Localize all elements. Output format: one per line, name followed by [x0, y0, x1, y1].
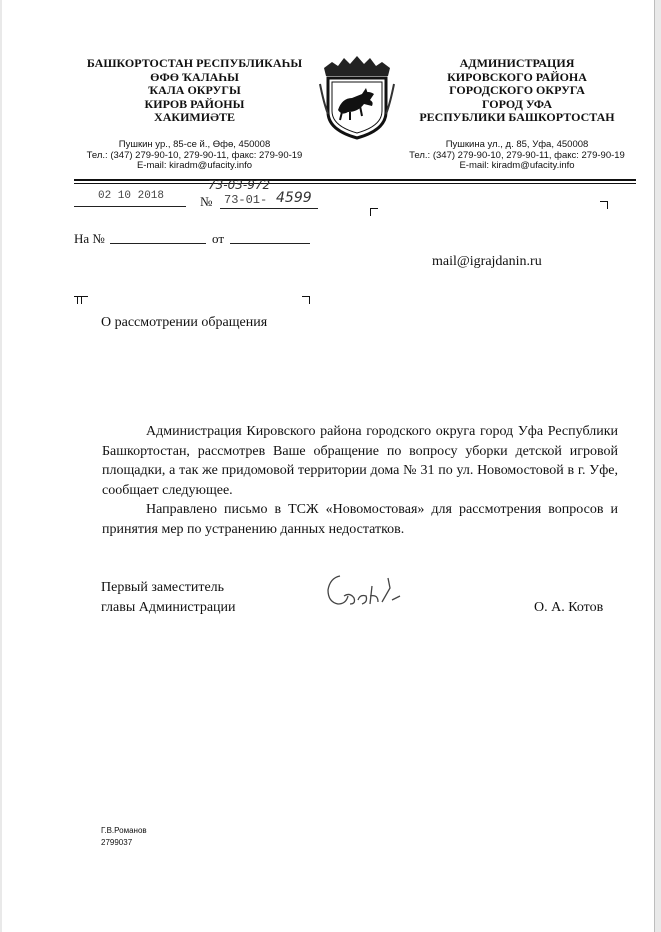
- address-left: [72, 140, 317, 172]
- address-corner-bracket-left: [370, 208, 378, 216]
- header-right-line: АДМИНИСТРАЦИЯ: [459, 56, 575, 70]
- header-left-line: ХАКИМИӘТЕ: [154, 110, 235, 124]
- number-handwritten: 4599: [276, 190, 312, 206]
- signatory-title-line2: главы Администрации: [101, 600, 236, 615]
- header-left-line: КИРОВ РАЙОНЫ: [144, 96, 245, 111]
- header-right-line: РЕСПУБЛИКИ БАШКОРТОСТАН: [419, 110, 615, 124]
- executor-name: Г.В.Романов: [101, 826, 147, 835]
- header-divider-thick: [74, 179, 636, 181]
- reply-number-underline: [110, 243, 206, 244]
- executor-phone: 2799037: [101, 838, 133, 847]
- incoming-number-handwritten: 73-03-972: [208, 178, 271, 192]
- header-left-line: БАШКОРТОСТАН РЕСПУБЛИКАҺЫ: [86, 56, 303, 70]
- recipient-email: mail@igrajdanin.ru: [432, 254, 542, 269]
- handwritten-signature: [322, 566, 412, 616]
- address-line: Тел.: (347) 279-90-10, 279-90-11, факс: 279-90-19: [86, 149, 303, 161]
- coat-of-arms-emblem: [318, 54, 396, 140]
- signatory-name: О. А. Котов: [534, 600, 604, 615]
- header-right-line: ГОРОД УФА: [481, 96, 553, 111]
- body-paragraph: Направлено письмо в ТСЖ «Новомостовая» для рассмотрения вопросов и принятия мер по устранению данных недостатков.: [102, 502, 618, 537]
- subject-corner-bracket-left: [74, 296, 88, 304]
- header-right-line: КИРОВСКОГО РАЙОНА: [447, 69, 587, 84]
- header-divider-thin: [74, 183, 636, 184]
- reply-from-label: от: [212, 231, 225, 246]
- number-stamp: 73-01-: [224, 193, 268, 207]
- subject-corner-bracket-right: [302, 296, 310, 304]
- signatory-title-line1: Первый заместитель: [101, 580, 225, 595]
- address-line: Пушкина ул., д. 85, Уфа, 450008: [445, 139, 589, 150]
- header-left-line: ӨФӨ ҠАЛАҺЫ: [150, 69, 239, 84]
- header-left-block: [72, 57, 317, 125]
- address-line: Пушкин ур., 85-се й., Өфө, 450008: [118, 139, 271, 150]
- date-underline: [74, 206, 186, 207]
- number-label: №: [200, 194, 213, 209]
- address-corner-bracket-right: [600, 201, 608, 209]
- document-page: [2, 0, 655, 932]
- date-stamp: 02 10 2018: [98, 190, 165, 202]
- letter-subject: О рассмотрении обращения: [101, 315, 268, 330]
- body-paragraph: Администрация Кировского района городского округа город Уфа Республики Башкортостан, рассмотрев Ваше обращение по вопросу уборки детской игровой площадки, а так же придомовой территории дома № 31 по ул. Новомостовой в г. Уфе, сообщает следующее.: [102, 424, 618, 498]
- address-line: E-mail: kiradm@ufacity.info: [459, 160, 575, 171]
- header-left-line: ҠАЛА ОКРУГЫ: [148, 83, 241, 97]
- reply-to-label: На №: [74, 231, 105, 246]
- header-right-line: ГОРОДСКОГО ОКРУГА: [449, 83, 585, 97]
- address-line: E-mail: kiradm@ufacity.info: [136, 160, 253, 171]
- header-right-block: [407, 57, 627, 125]
- letter-body: [102, 422, 618, 539]
- number-underline: [220, 208, 318, 209]
- reply-date-underline: [230, 243, 310, 244]
- address-right: [397, 140, 637, 172]
- address-line: Тел.: (347) 279-90-10, 279-90-11, факс: 279-90-19: [409, 149, 625, 161]
